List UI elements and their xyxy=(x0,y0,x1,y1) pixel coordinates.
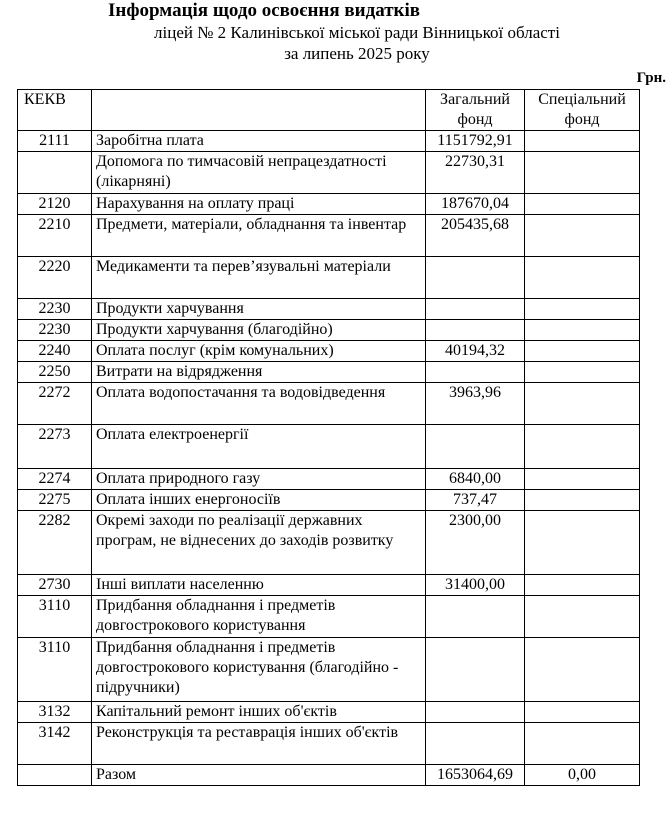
row-general: 205435,68 xyxy=(426,215,525,257)
row-name: Допомога по тимчасовій непрацездатності (лікарняні) xyxy=(92,152,426,194)
row-special xyxy=(525,131,640,152)
table-row xyxy=(18,341,640,362)
row-general: 6840,00 xyxy=(426,469,525,490)
total-kekv xyxy=(18,765,92,786)
row-general xyxy=(426,425,525,469)
row-general xyxy=(426,723,525,765)
table-row xyxy=(18,362,640,383)
row-general xyxy=(426,362,525,383)
row-special xyxy=(525,469,640,490)
table-row xyxy=(18,383,640,425)
row-kekv xyxy=(18,152,92,194)
row-kekv: 3142 xyxy=(18,723,92,765)
row-special xyxy=(525,575,640,596)
total-label: Разом xyxy=(92,765,426,786)
row-kekv: 2111 xyxy=(18,131,92,152)
table-row xyxy=(18,596,640,638)
table-header-row xyxy=(18,90,640,131)
table-row xyxy=(18,469,640,490)
table-row xyxy=(18,131,640,152)
row-general: 31400,00 xyxy=(426,575,525,596)
row-kekv: 3110 xyxy=(18,638,92,702)
row-name: Витрати на відрядження xyxy=(92,362,426,383)
row-name: Медикаменти та перев’язувальні матеріали xyxy=(92,257,426,299)
row-kekv: 2275 xyxy=(18,490,92,511)
row-name: Оплата електроенергії xyxy=(92,425,426,469)
row-kekv: 2120 xyxy=(18,194,92,215)
table-row xyxy=(18,152,640,194)
table-row xyxy=(18,702,640,723)
header-kekv: КЕКВ xyxy=(18,90,92,131)
row-kekv: 2250 xyxy=(18,362,92,383)
row-general: 3963,96 xyxy=(426,383,525,425)
row-name: Оплата інших енергоносіїв xyxy=(92,490,426,511)
row-general: 2300,00 xyxy=(426,511,525,575)
row-general xyxy=(426,702,525,723)
row-general xyxy=(426,257,525,299)
row-general: 40194,32 xyxy=(426,341,525,362)
table-row xyxy=(18,511,640,575)
row-special xyxy=(525,596,640,638)
row-name: Оплата послуг (крім комунальних) xyxy=(92,341,426,362)
row-kekv: 2210 xyxy=(18,215,92,257)
table-row xyxy=(18,257,640,299)
row-name: Предмети, матеріали, обладнання та інвентар xyxy=(92,215,426,257)
table-row xyxy=(18,490,640,511)
row-general xyxy=(426,596,525,638)
row-general: 187670,04 xyxy=(426,194,525,215)
row-name: Інші виплати населенню xyxy=(92,575,426,596)
expenditure-table xyxy=(17,89,640,786)
row-name: Придбання обладнання і предметів довгострокового користування (благодійно - підручники) xyxy=(92,638,426,702)
row-name: Оплата природного газу xyxy=(92,469,426,490)
table-row xyxy=(18,194,640,215)
total-row xyxy=(18,765,640,786)
header-name xyxy=(92,90,426,131)
table-row xyxy=(18,320,640,341)
row-name: Продукти харчування xyxy=(92,299,426,320)
row-kekv: 2230 xyxy=(18,299,92,320)
row-general: 737,47 xyxy=(426,490,525,511)
row-general xyxy=(426,320,525,341)
row-kekv: 2274 xyxy=(18,469,92,490)
row-kekv: 2273 xyxy=(18,425,92,469)
currency-label: Грн. xyxy=(636,70,666,86)
row-kekv: 2240 xyxy=(18,341,92,362)
row-special xyxy=(525,320,640,341)
row-kekv: 3132 xyxy=(18,702,92,723)
table-row xyxy=(18,299,640,320)
row-special xyxy=(525,215,640,257)
row-special xyxy=(525,425,640,469)
row-special xyxy=(525,341,640,362)
row-name: Реконструкція та реставрація інших об'єктів xyxy=(92,723,426,765)
report-title: Інформація щодо освоєння видатків xyxy=(108,0,421,21)
row-kekv: 2730 xyxy=(18,575,92,596)
total-general: 1653064,69 xyxy=(426,765,525,786)
row-special xyxy=(525,152,640,194)
row-special xyxy=(525,638,640,702)
row-special xyxy=(525,723,640,765)
row-kekv: 2220 xyxy=(18,257,92,299)
institution-line: ліцей № 2 Калинівської міської ради Вінницької області xyxy=(154,23,560,42)
row-special xyxy=(525,383,640,425)
row-general: 1151792,91 xyxy=(426,131,525,152)
period-line: за липень 2025 року xyxy=(284,44,430,63)
total-special: 0,00 xyxy=(525,765,640,786)
report-subtitle xyxy=(0,22,666,64)
row-general xyxy=(426,638,525,702)
row-kekv: 2272 xyxy=(18,383,92,425)
row-special xyxy=(525,257,640,299)
row-kekv: 3110 xyxy=(18,596,92,638)
row-name: Придбання обладнання і предметів довгострокового користування xyxy=(92,596,426,638)
row-name: Оплата водопостачання та водовідведення xyxy=(92,383,426,425)
row-name: Нарахування на оплату праці xyxy=(92,194,426,215)
table-row xyxy=(18,575,640,596)
row-special xyxy=(525,490,640,511)
row-special xyxy=(525,194,640,215)
row-kekv: 2282 xyxy=(18,511,92,575)
table-row xyxy=(18,638,640,702)
header-general-fund: Загальний фонд xyxy=(426,90,525,131)
row-general xyxy=(426,299,525,320)
table-row xyxy=(18,723,640,765)
row-name: Окремі заходи по реалізації державних програм, не віднесених до заходів розвитку xyxy=(92,511,426,575)
table-row xyxy=(18,215,640,257)
row-name: Продукти харчування (благодійно) xyxy=(92,320,426,341)
row-special xyxy=(525,702,640,723)
header-special-fund: Спеціальний фонд xyxy=(525,90,640,131)
table-row xyxy=(18,425,640,469)
row-name: Заробітна плата xyxy=(92,131,426,152)
row-special xyxy=(525,299,640,320)
row-special xyxy=(525,362,640,383)
row-general: 22730,31 xyxy=(426,152,525,194)
row-special xyxy=(525,511,640,575)
row-kekv: 2230 xyxy=(18,320,92,341)
row-name: Капітальний ремонт інших об'єктів xyxy=(92,702,426,723)
